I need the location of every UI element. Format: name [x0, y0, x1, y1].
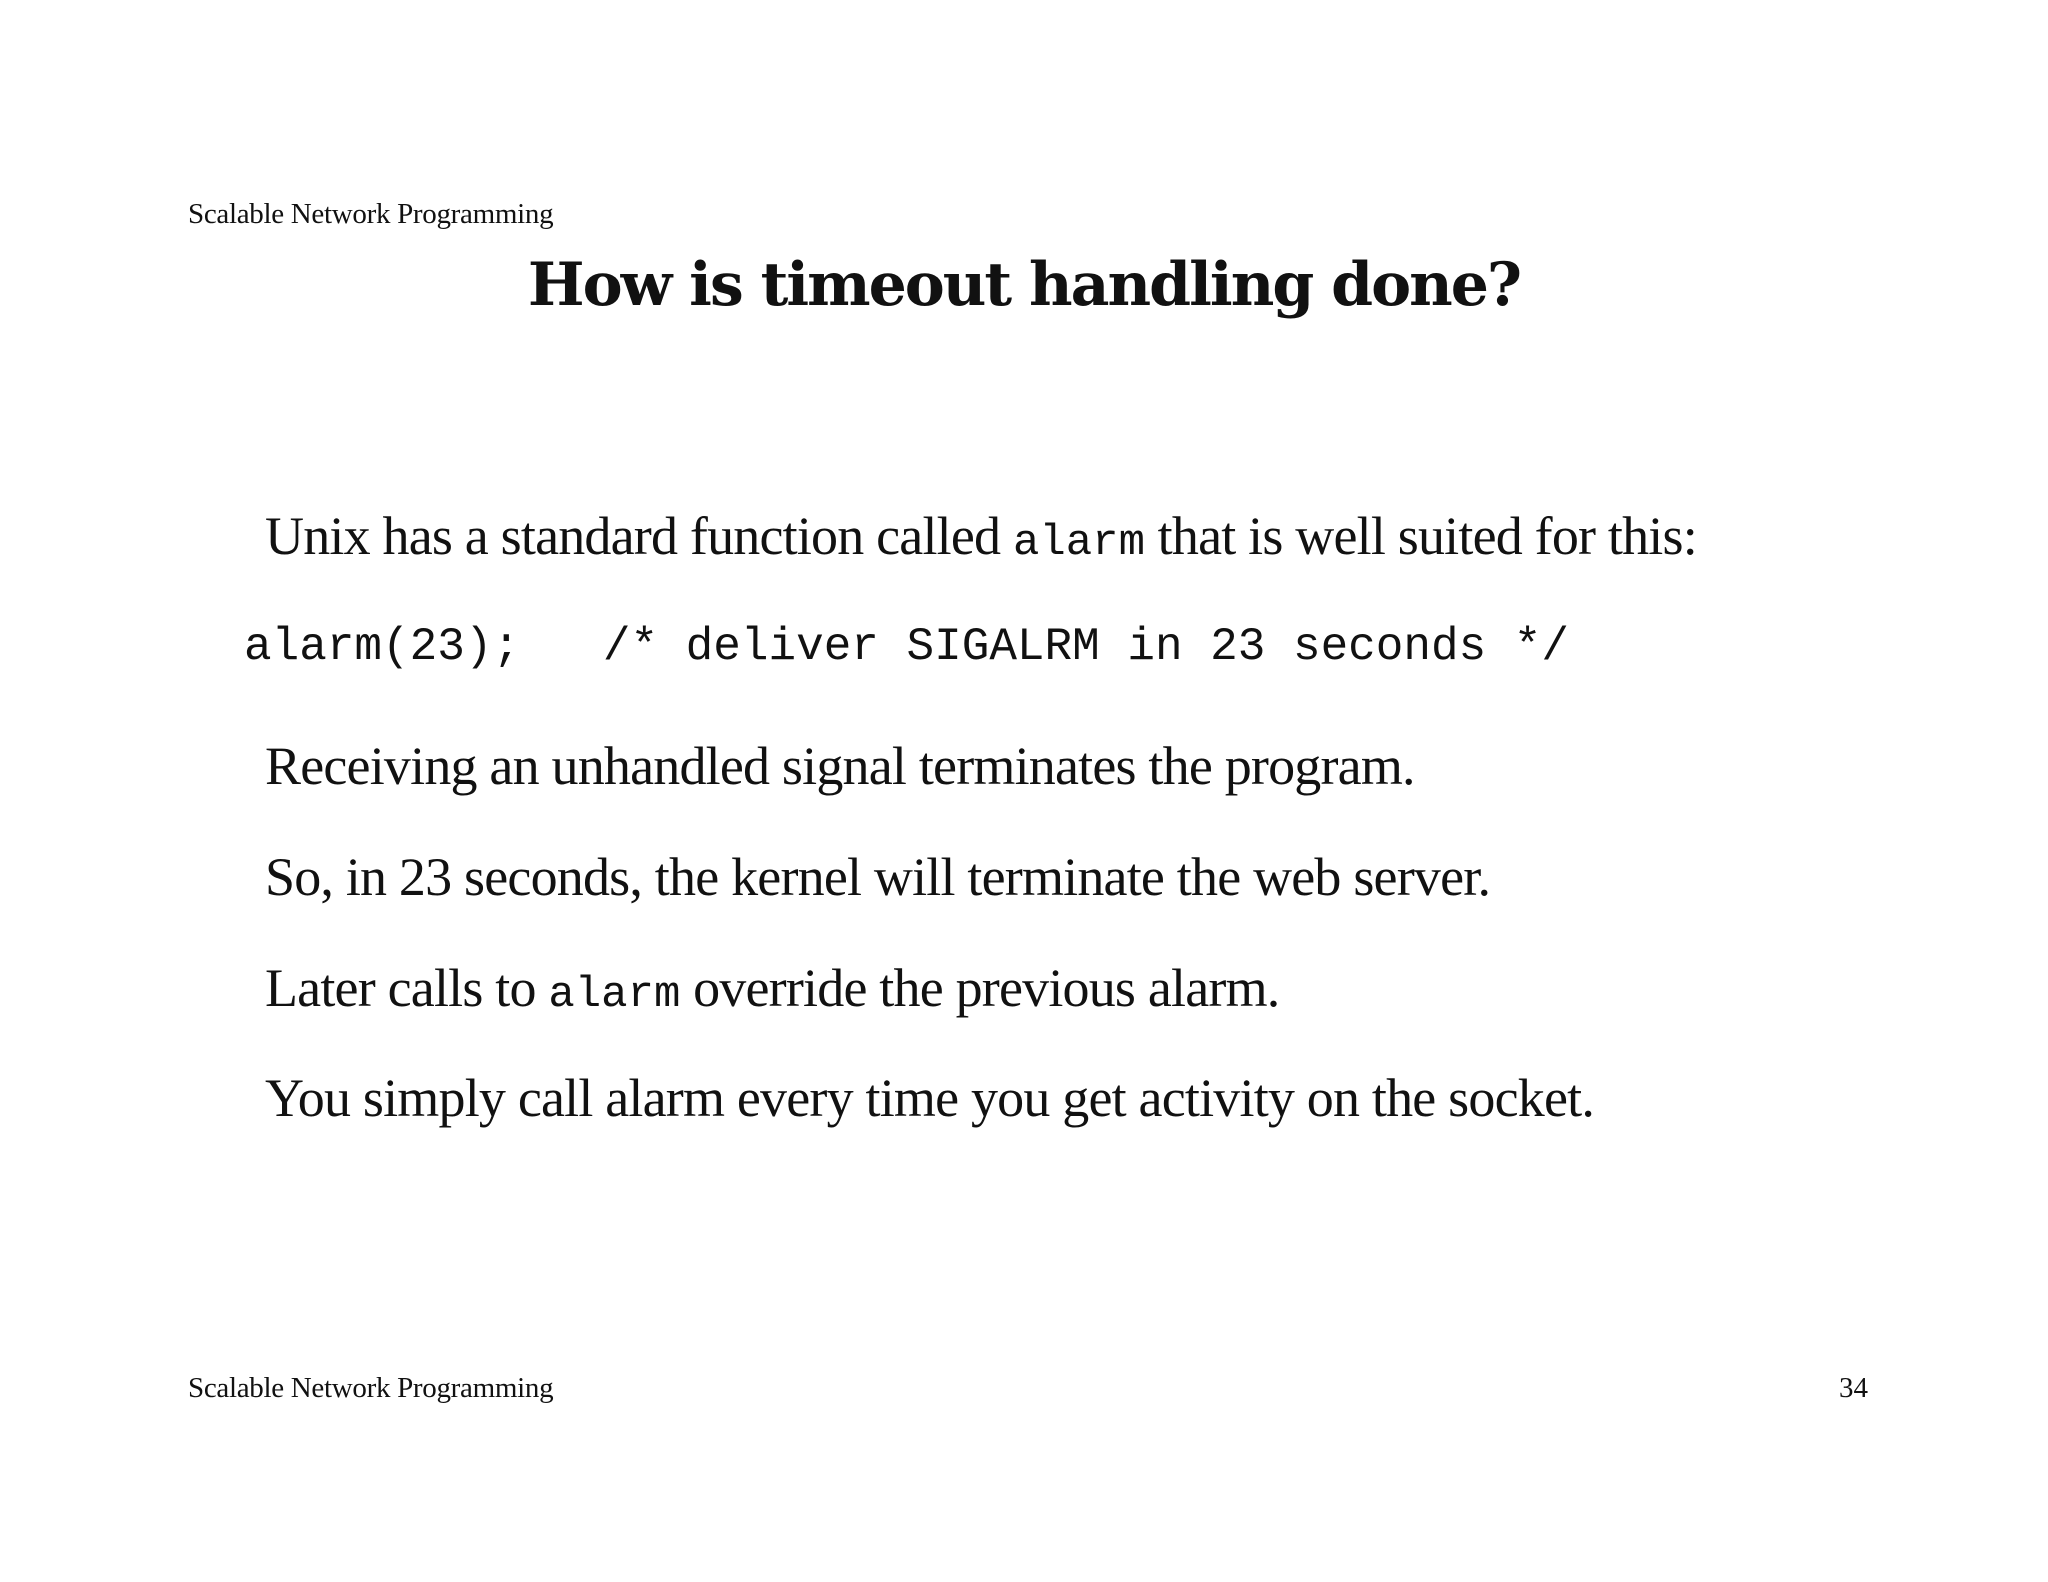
body-line-1-before: Unix has a standard function called: [265, 506, 1013, 566]
body-line-4: So, in 23 seconds, the kernel will terminate the web server.: [265, 847, 1491, 907]
body-line-5-after: override the previous alarm.: [680, 958, 1280, 1018]
body-line-6: You simply call alarm every time you get activity on the socket.: [265, 1068, 1595, 1128]
body-line-5-before: Later calls to: [265, 958, 549, 1018]
footer-title: Scalable Network Programming: [188, 1372, 554, 1404]
page-number: 34: [1839, 1372, 1868, 1404]
inline-code-alarm: alarm: [548, 970, 681, 1020]
body-line-3: Receiving an unhandled signal terminates the program.: [265, 736, 1415, 796]
code-example: alarm(23); /* deliver SIGALRM in 23 seconds */: [244, 621, 1570, 673]
body-line-5: [265, 957, 1279, 1020]
inline-code-alarm: alarm: [1012, 518, 1145, 568]
slide-title: How is timeout handling done?: [527, 250, 1521, 320]
slide-header: Scalable Network Programming: [188, 198, 554, 230]
body-line-1: [265, 505, 1697, 568]
body-line-1-after: that is well suited for this:: [1144, 506, 1697, 566]
